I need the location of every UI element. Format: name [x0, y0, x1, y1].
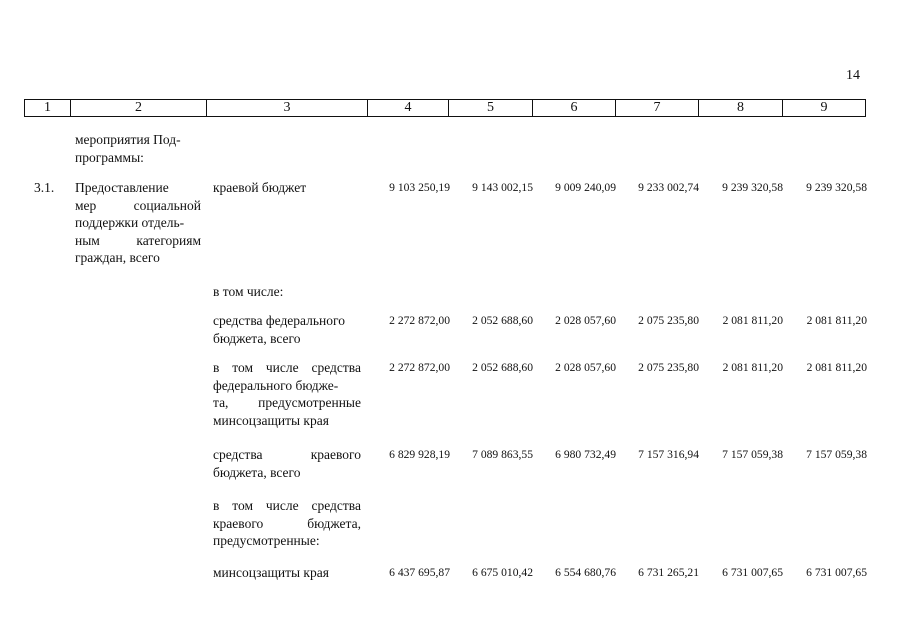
value-cell: 6 554 680,76 — [555, 566, 616, 579]
value-cell: 2 052 688,60 — [472, 314, 533, 327]
value-cell: 2 081 811,20 — [806, 361, 867, 374]
value-cell: 2 052 688,60 — [472, 361, 533, 374]
value-cell: 2 081 811,20 — [806, 314, 867, 327]
value-cell: 9 239 320,58 — [722, 181, 783, 194]
regional-line: бюджета, всего — [213, 464, 301, 480]
item-name-line: Предоставление — [75, 180, 169, 195]
regional-including-line: предусмотренные: — [213, 533, 320, 548]
intro-text — [75, 131, 201, 166]
value-cell: 2 272 872,00 — [389, 361, 450, 374]
value-cell: 6 829 928,19 — [389, 448, 450, 461]
item-name-line: мер социальной — [75, 197, 201, 213]
regional-label — [213, 446, 361, 481]
header-col-2: 2 — [71, 100, 207, 116]
table-header-row — [24, 99, 866, 117]
header-col-4: 4 — [368, 100, 449, 116]
header-col-9: 9 — [820, 100, 828, 115]
value-cell: 6 731 007,65 — [806, 566, 867, 579]
value-cell: 7 157 316,94 — [638, 448, 699, 461]
value-cell: 2 075 235,80 — [638, 314, 699, 327]
value-cell: 9 103 250,19 — [389, 181, 450, 194]
header-col-7: 7 — [616, 100, 699, 116]
value-cell: 6 731 265,21 — [638, 566, 699, 579]
header-col-1: 1 — [25, 100, 71, 116]
federal-ministry-line: та, предусмотренные — [213, 395, 361, 410]
item-name — [75, 179, 201, 267]
value-cell: 7 157 059,38 — [722, 448, 783, 461]
value-cell: 2 081 811,20 — [722, 314, 783, 327]
item-name-line: ным категориям — [75, 232, 201, 248]
value-cell: 9 233 002,74 — [638, 181, 699, 194]
regional-line: средства краевого — [213, 447, 361, 462]
page-number: 14 — [846, 68, 860, 83]
regional-including-label — [213, 497, 361, 550]
federal-ministry-label — [213, 359, 361, 429]
header-col-3: 3 — [207, 100, 368, 116]
regional-including-line: краевого бюджета, — [213, 515, 361, 531]
value-cell: 2 081 811,20 — [722, 361, 783, 374]
federal-ministry-line: в том числе средства — [213, 360, 361, 375]
value-cell: 2 028 057,60 — [555, 314, 616, 327]
federal-line: средства федерального — [213, 313, 345, 328]
regional-including-line: в том числе средства — [213, 498, 361, 513]
value-cell: 2 272 872,00 — [389, 314, 450, 327]
including-label: в том числе: — [213, 284, 284, 299]
value-cell: 7 157 059,38 — [806, 448, 867, 461]
intro-line: мероприятия Под- — [75, 132, 181, 147]
header-col-8: 8 — [699, 100, 783, 116]
intro-line: программы: — [75, 149, 144, 165]
value-cell: 6 437 695,87 — [389, 566, 450, 579]
value-cell: 2 075 235,80 — [638, 361, 699, 374]
value-cell: 9 239 320,58 — [806, 181, 867, 194]
item-number: 3.1. — [34, 180, 55, 195]
regional-ministry-label: минсоцзащиты края — [213, 565, 329, 580]
value-cell: 6 731 007,65 — [722, 566, 783, 579]
federal-ministry-line: минсоцзащиты края — [213, 412, 329, 428]
value-cell: 7 089 863,55 — [472, 448, 533, 461]
federal-ministry-line: федерального бюдже- — [213, 377, 339, 393]
federal-line: бюджета, всего — [213, 330, 301, 346]
value-cell: 6 980 732,49 — [555, 448, 616, 461]
item-name-line: поддержки отдель- — [75, 215, 185, 230]
value-cell: 9 009 240,09 — [555, 181, 616, 194]
value-cell: 9 143 002,15 — [472, 181, 533, 194]
header-col-5: 5 — [449, 100, 533, 116]
value-cell: 2 028 057,60 — [555, 361, 616, 374]
item-source: краевой бюджет — [213, 180, 307, 195]
value-cell: 6 675 010,42 — [472, 566, 533, 579]
item-name-line: граждан, всего — [75, 250, 160, 265]
federal-label — [213, 312, 361, 347]
header-col-6: 6 — [533, 100, 616, 116]
